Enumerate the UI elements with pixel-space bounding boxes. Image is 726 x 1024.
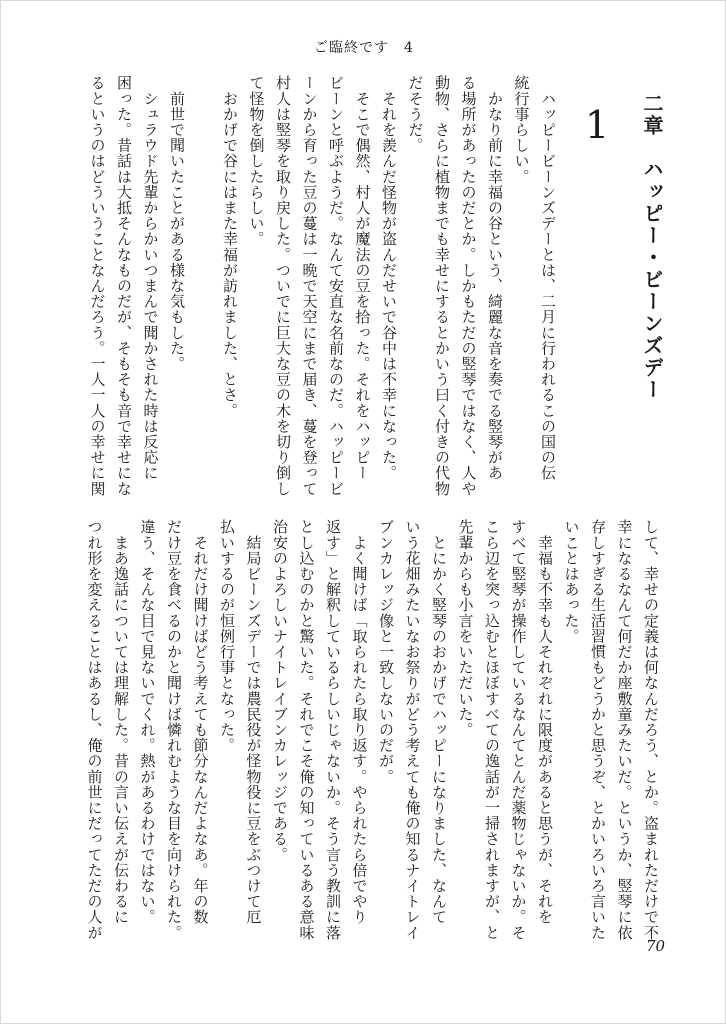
text-column: る場所があったのだとか。しかもただの竪琴ではなく、人や: [459, 75, 478, 497]
section-number: 1: [585, 103, 610, 147]
text-column: 統行事らしい。: [512, 75, 531, 185]
text-column: よく聞けば「取られたら取り返す。やられたら倍でやり: [350, 519, 369, 925]
text-column: つれ形を変えることはあるし、俺の前世にだってただの人が: [85, 519, 104, 941]
text-column: かなり前に幸福の谷という、綺麗な音を奏でる竪琴があ: [486, 75, 504, 481]
text-column: 払いするのが恒例行事となった。: [218, 519, 236, 753]
text-column: すべて竪琴が操作しているなんてとんだ薬物じゃないか。そ: [509, 519, 528, 941]
text-column: とし込むのかと驚いた。それでこそ俺の知っているある意味: [297, 519, 316, 941]
page-number: 70: [646, 937, 666, 955]
text-column: て怪物を倒したらしい。: [247, 75, 266, 247]
text-column: ブンカレッジ像と一致しないのだが。: [377, 519, 395, 785]
text-column: ビーンと呼ぶようだ。なんて安直な名前なのだ。ハッピービ: [327, 75, 345, 497]
text-column: して、幸せの定義は何なんだろう、とか。盗まれただけで不: [642, 519, 660, 941]
text-column: るというのはどういうことなんだろう。一人一人の幸せに関: [88, 75, 107, 497]
text-column: おかげで谷にはまた幸福が訪れました、とさ。: [221, 75, 239, 419]
text-column: まあ逸話については理解した。昔の言い伝えが伝わるに: [112, 519, 130, 925]
text-column: 治安のよろしいナイトレイブンカレッジである。: [271, 519, 289, 863]
text-column: ーンから育った豆の蔓は一晩で天空にまで届き、蔓を登って: [300, 75, 319, 497]
text-column: 困った。昔話は大抵そんなものだが、そもそも音で幸せにな: [115, 75, 133, 497]
text-column: 動物、さらに植物までも幸せにするとかいう曰く付きの代物: [433, 75, 451, 497]
text-column: こら辺を突っ込むとほぼすべての逸話が一掃されますが、と: [483, 519, 501, 941]
chapter-title: 二章 ハッピー・ビーンズデー: [640, 93, 664, 401]
text-column: ハッピービーンズデーとは、二月に行われるこの国の伝: [539, 75, 557, 481]
text-column: いう花畑みたいなお祭りがどう考えても俺の知るナイトレイ: [403, 519, 422, 941]
text-column: 違う、そんな目で見ないでくれ。熱があるわけではない。: [138, 519, 157, 925]
text-column: 幸福も不幸も人それぞれに限度があると思うが、それを: [536, 519, 554, 925]
text-column: いことはあった。: [562, 519, 581, 644]
text-column: だけ豆を食べるのかと聞けば憐れむような目を向けられた。: [165, 519, 183, 941]
text-column: だそうだ。: [406, 75, 425, 153]
running-header: ご臨終です 4: [314, 40, 414, 56]
text-column: 結局ビーンズデーでは農民役が怪物役に豆をぶつけて厄: [244, 519, 263, 925]
text-column: 前世で聞いたことがある様な気もした。: [168, 75, 186, 372]
text-column: それを羨んだ怪物が盗んだせいで谷中は不幸になった。: [380, 75, 398, 481]
text-column: 返す」と解釈しているらしいじゃないか。そう言う教訓に落: [324, 519, 342, 941]
text-column: シュラウド先輩からかいつまんで聞かされた時は反応に: [141, 75, 160, 481]
text-column: そこで偶然、村人が魔法の豆を拾った。それをハッピー: [353, 75, 372, 481]
text-column: 先輩からも小言をいただいた。: [456, 519, 475, 738]
text-column: 存しすぎる生活習慣もどうかと思うぞ、とかいろいろ言いた: [589, 519, 607, 941]
text-column: とにかく竪琴のおかげでハッピーになりました、なんて: [430, 519, 448, 925]
text-column: 村人は竪琴を取り戻した。ついでに巨大な豆の木を切り倒し: [274, 75, 292, 497]
text-column: 幸になるなんて何だか座敷童みたいだ。というか、竪琴に依: [615, 519, 634, 941]
text-column: それだけ聞けばどう考えても節分なんだよなあ。年の数: [191, 519, 210, 925]
